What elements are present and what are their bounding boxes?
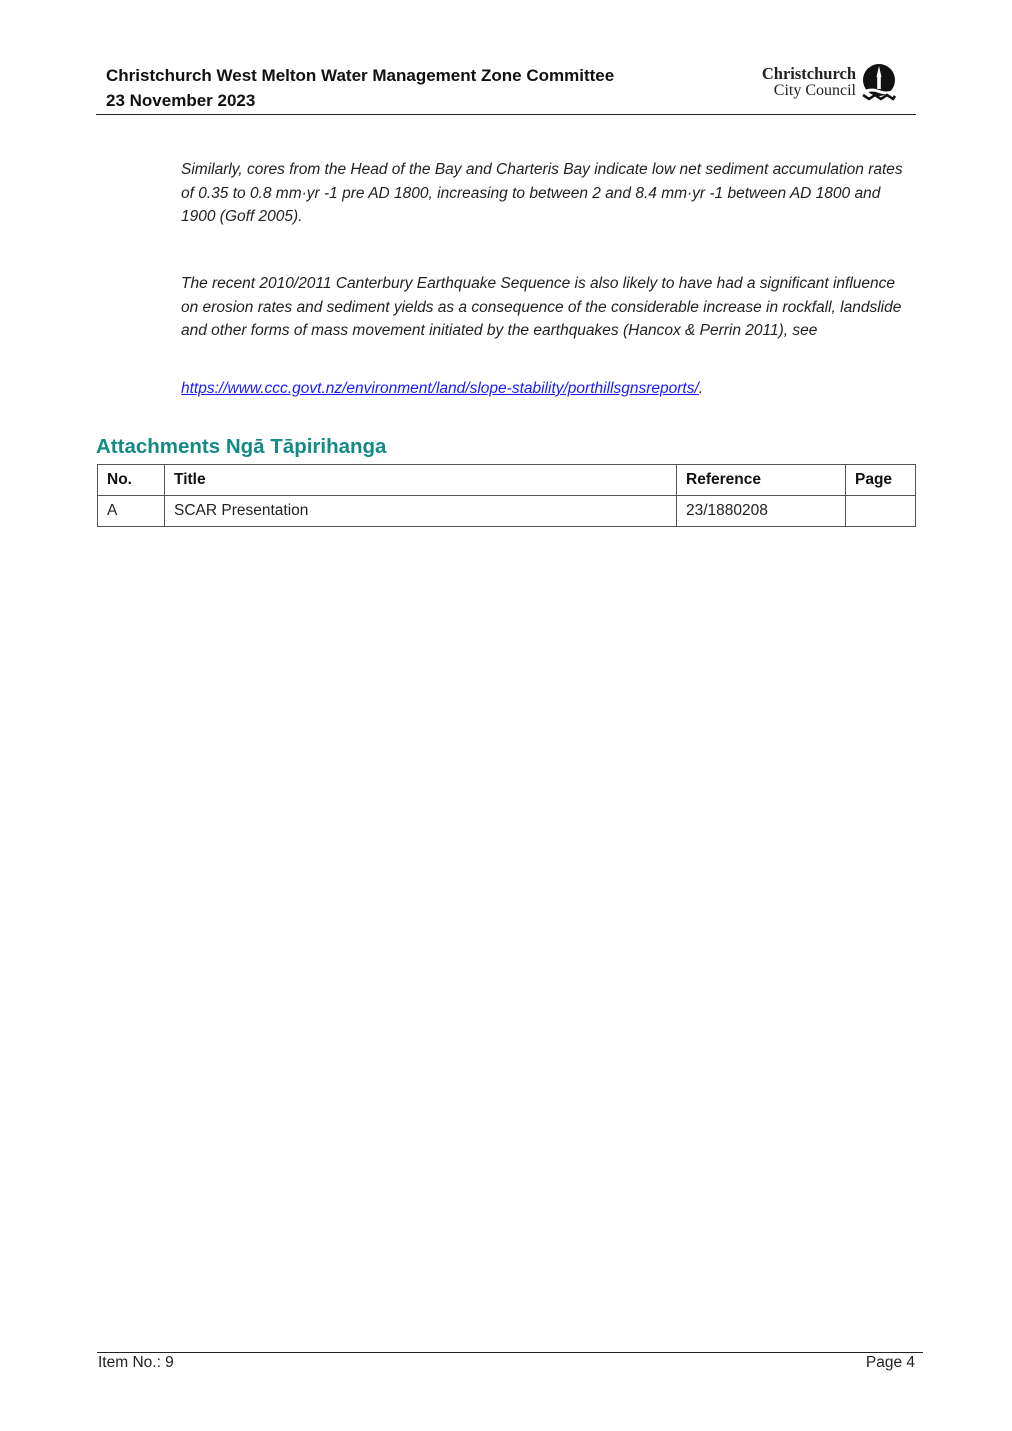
committee-name: Christchurch West Melton Water Management Zone Committee: [106, 66, 615, 85]
item-number: Item No.: 9: [98, 1354, 174, 1371]
column-header-no: No.: [98, 465, 165, 496]
paragraph-sediment-accumulation: Similarly, cores from the Head of the Bay and Charteris Bay indicate low net sediment accumulation rates of 0.35 to 0.8 mm·yr -1 pre AD 1800, increasing to between 2 and 8.4 mm·yr -1 between AD 1800 and 1900 (Goff 2005).: [181, 161, 903, 225]
table-header-row: [98, 465, 916, 496]
council-logo: [762, 63, 898, 101]
header-title: [106, 63, 614, 113]
cell-no: A: [98, 496, 165, 527]
cell-reference: 23/1880208: [677, 496, 846, 527]
meeting-date: 23 November 2023: [106, 91, 256, 110]
cell-page: [846, 496, 916, 527]
cell-title: SCAR Presentation: [165, 496, 677, 527]
attachments-heading: Attachments Ngā Tāpirihanga: [96, 435, 387, 458]
attachments-table: [97, 464, 916, 527]
logo-text: [762, 65, 856, 99]
table-row: [98, 496, 916, 527]
cathedral-logo-icon: [860, 63, 898, 101]
paragraph-earthquake-sequence: The recent 2010/2011 Canterbury Earthquake Sequence is also likely to have had a significant influence on erosion rates and sediment yields as a consequence of the considerable increase in rockfall, landslide and other forms of mass movement initiated by the earthquakes (Hancox & Perrin 2011), see: [181, 275, 902, 339]
column-header-reference: Reference: [677, 465, 846, 496]
column-header-page: Page: [846, 465, 916, 496]
logo-line1: Christchurch: [761, 64, 856, 83]
column-header-title: Title: [165, 465, 677, 496]
gns-reports-link[interactable]: https://www.ccc.govt.nz/environment/land/slope-stability/porthillsgnsreports/: [181, 380, 699, 397]
logo-line2: City Council: [773, 82, 856, 99]
page-number: Page 4: [865, 1354, 915, 1371]
link-suffix: .: [698, 380, 704, 397]
page-header: [96, 60, 916, 115]
page-footer: [97, 1352, 923, 1371]
link-paragraph: [181, 377, 916, 401]
